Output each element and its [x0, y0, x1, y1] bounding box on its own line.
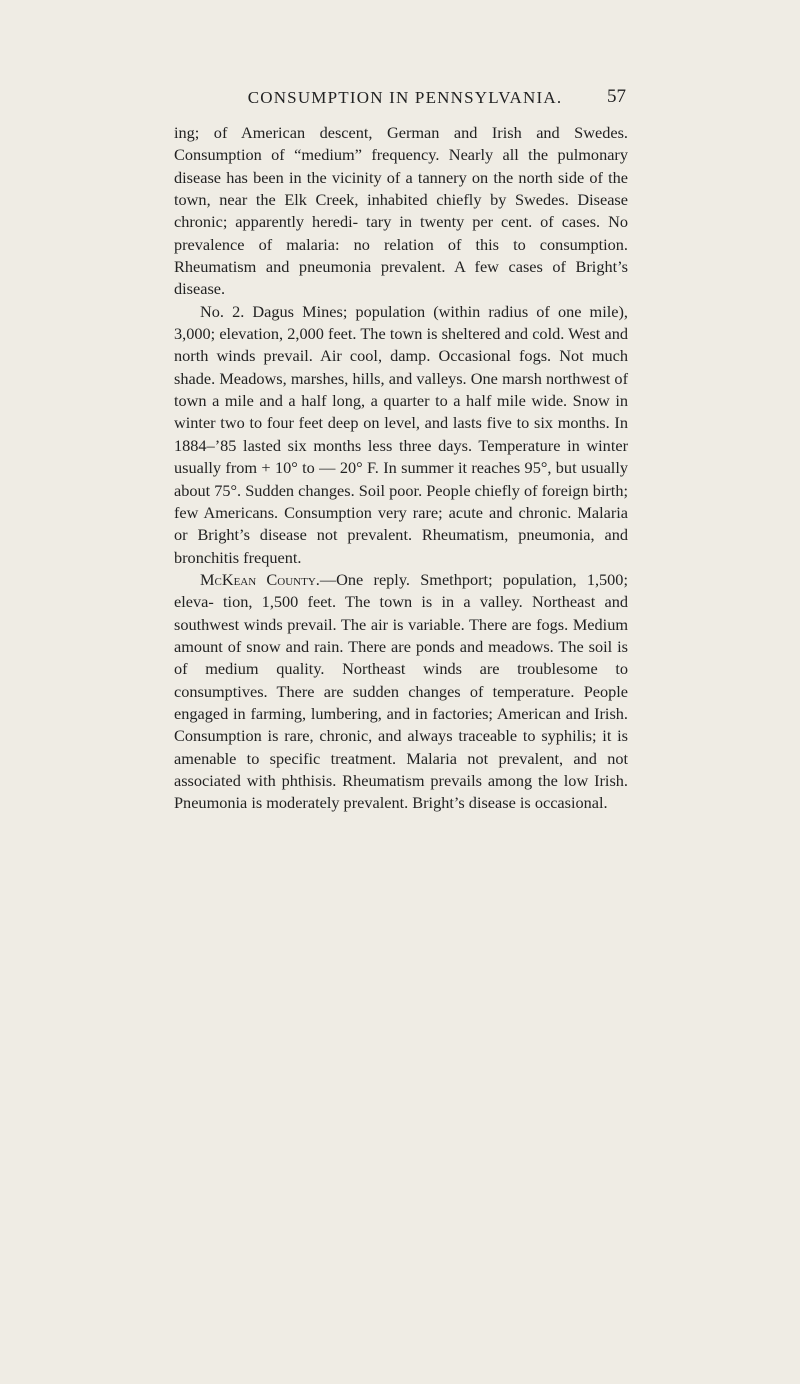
county-heading: McKean County.	[200, 569, 320, 589]
paragraph-dagus-mines: No. 2. Dagus Mines; population (within radius of one mile), 3,000; elevation, 2,000 feet. The town is sheltered and cold. West and north winds prevail. Air cool, damp. Occasional fogs. Not much shade. Meadows, marshes, hills, and valleys. One marsh northwest of town a mile and a half long, a quarter to a half mile wide. Snow in winter two to four feet deep on level, and lasts five to six months. In 1884–’85 lasted six months less three days. Temperature in winter usually from + 10° to — 20° F. In summer it reaches 95°, but usually about 75°. Sudden changes. Soil poor. People chiefly of foreign birth; few Americans. Consumption very rare; acute and chronic. Malaria or Bright’s disease not prevalent. Rheumatism, pneumonia, and bronchitis frequent.	[174, 301, 628, 567]
county-report: —One reply. Smethport; population, 1,500; eleva- tion, 1,500 feet. The town is in a valley. Northeast and southwest winds prevail. The air is variable. There are fogs. Medium amount of snow and rain. There are ponds and meadows. The soil is of medium quality. Northeast winds are troublesome to consumptives. There are sudden changes of temperature. People engaged in farming, lumbering, and in factories; American and Irish. Consumption is rare, chronic, and always traceable to syphilis; it is amenable to specific treatment. Malaria not prevalent, and not associated with phthisis. Rheumatism prevails among the low Irish. Pneumonia is moderately prevalent. Bright’s disease is occasional.	[174, 569, 628, 813]
body-text	[174, 122, 628, 815]
running-head: CONSUMPTION IN PENNSYLVANIA.	[247, 88, 563, 107]
paragraph-mckean-county	[174, 569, 628, 815]
page-number: 57	[607, 86, 626, 107]
paragraph-continuation: ing; of American descent, German and Irish and Swedes. Consumption of “medium” frequency. Nearly all the pulmonary disease has been in the vicinity of a tannery on the north side of the town, near the Elk Creek, inhabited chiefly by Swedes. Disease chronic; apparently heredi- tary in twenty per cent. of cases. No prevalence of malaria: no relation of this to consumption. Rheumatism and pneumonia prevalent. A few cases of Bright’s disease.	[174, 123, 628, 299]
